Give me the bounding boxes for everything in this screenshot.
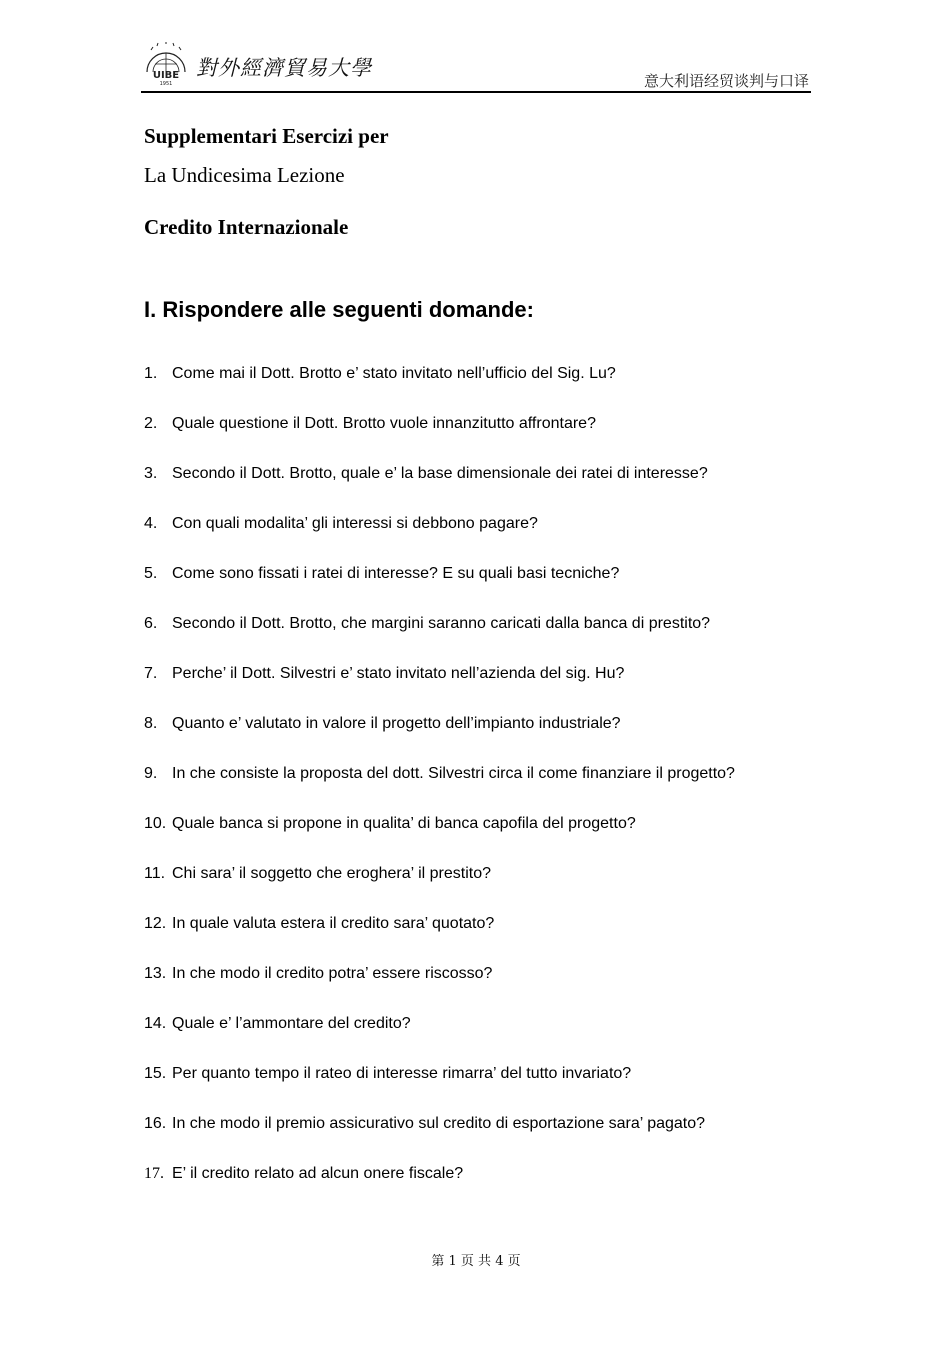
question-number: 8.: [144, 715, 158, 732]
logo-text: UIBE: [152, 70, 180, 81]
title-line-1: Supplementari Esercizi per: [144, 124, 389, 148]
question-number: 14.: [144, 1015, 167, 1032]
question-item: [144, 913, 804, 963]
question-text: E’ il credito relato ad alcun onere fiscale?: [172, 1165, 464, 1182]
question-text: Secondo il Dott. Brotto, quale e’ la base dimensionale dei ratei di interesse?: [172, 465, 708, 482]
question-text: Quanto e’ valutato in valore il progetto dell’impianto industriale?: [172, 715, 621, 732]
page-footer: 第 1 页 共 4 页: [431, 1254, 521, 1269]
title-line-2: La Undicesima Lezione: [144, 163, 345, 187]
question-text: Per quanto tempo il rateo di interesse rimarra’ del tutto invariato?: [172, 1065, 632, 1082]
question-number: 3.: [144, 465, 158, 482]
university-name-script: 對外經濟貿易大學: [196, 56, 372, 80]
question-text: Con quali modalita’ gli interessi si debbono pagare?: [172, 515, 538, 532]
question-text: In che consiste la proposta del dott. Silvestri circa il come finanziare il progetto?: [172, 765, 735, 782]
question-number: 13.: [144, 965, 167, 982]
question-item: [144, 813, 804, 863]
question-number: 10.: [144, 815, 167, 832]
question-text: Quale banca si propone in qualita’ di banca capofila del progetto?: [172, 815, 636, 832]
question-text: Secondo il Dott. Brotto, che margini saranno caricati dalla banca di prestito?: [172, 615, 711, 632]
header-divider: [141, 91, 811, 93]
question-number: 9.: [144, 765, 158, 782]
question-text: Quale e’ l’ammontare del credito?: [172, 1015, 411, 1032]
question-text: Perche’ il Dott. Silvestri e’ stato invitato nell’azienda del sig. Hu?: [172, 665, 625, 682]
page-header: [141, 40, 811, 94]
course-title: 意大利语经贸谈判与口译: [643, 72, 809, 90]
question-number: 17.: [144, 1165, 164, 1182]
question-item: [144, 1063, 804, 1113]
university-logo: [143, 42, 189, 86]
logo-year: 1951: [159, 81, 173, 86]
question-number: 12.: [144, 915, 167, 932]
question-number: 4.: [144, 515, 158, 532]
question-text: Come mai il Dott. Brotto e’ stato invitato nell’ufficio del Sig. Lu?: [172, 365, 616, 382]
question-item: [144, 663, 804, 713]
question-item: [144, 513, 804, 563]
question-text: In che modo il credito potra’ essere riscosso?: [172, 965, 493, 982]
question-list: [144, 363, 804, 1213]
question-item: [144, 1113, 804, 1163]
question-item: [144, 1013, 804, 1063]
question-item: [144, 763, 804, 813]
question-text: Come sono fissati i ratei di interesse? E su quali basi tecniche?: [172, 565, 620, 582]
question-item: [144, 713, 804, 763]
question-number: 1.: [144, 365, 158, 382]
question-number: 2.: [144, 415, 158, 432]
question-item: [144, 863, 804, 913]
question-item: [144, 1163, 804, 1213]
question-number: 16.: [144, 1115, 167, 1132]
question-item: [144, 963, 804, 1013]
question-number: 11.: [144, 865, 166, 882]
question-item: [144, 563, 804, 613]
question-text: In che modo il premio assicurativo sul credito di esportazione sara’ pagato?: [172, 1115, 706, 1132]
title-line-3: Credito Internazionale: [144, 215, 349, 239]
question-item: [144, 613, 804, 663]
question-item: [144, 363, 804, 413]
question-item: [144, 413, 804, 463]
question-text: Quale questione il Dott. Brotto vuole innanzitutto affrontare?: [172, 415, 596, 432]
question-item: [144, 463, 804, 513]
question-number: 5.: [144, 565, 158, 582]
question-text: In quale valuta estera il credito sara’ quotato?: [172, 915, 495, 932]
question-number: 7.: [144, 665, 158, 682]
question-number: 6.: [144, 615, 158, 632]
question-number: 15.: [144, 1065, 167, 1082]
section-heading: I. Rispondere alle seguenti domande:: [144, 297, 534, 322]
question-text: Chi sara’ il soggetto che eroghera’ il prestito?: [172, 865, 491, 882]
